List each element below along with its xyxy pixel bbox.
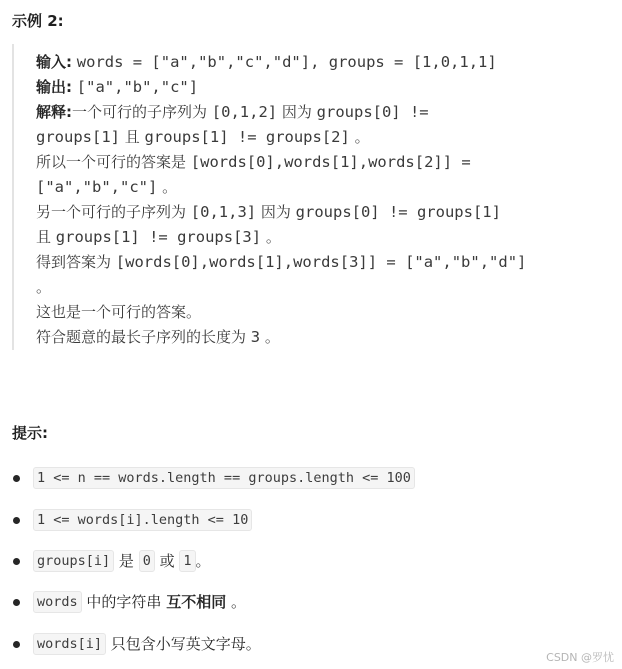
explain-text: 符合题意的最长子序列的长度为	[36, 328, 251, 346]
bullet-icon	[13, 558, 20, 565]
output-label: 输出:	[36, 78, 72, 96]
bullet-icon	[13, 475, 20, 482]
tip-text: 中的字符串	[81, 593, 167, 611]
emphasis-text: 互不相同	[166, 593, 227, 611]
tip-text: 。	[226, 593, 246, 611]
explain-text: 另一个可行的子序列为	[36, 203, 191, 221]
explain-text: 。	[349, 128, 370, 146]
tip-text: 只包含小写英文字母。	[106, 635, 261, 653]
inline-code: groups[0] !=	[316, 103, 429, 121]
tip-text: 。	[195, 552, 211, 570]
input-line	[36, 52, 497, 72]
watermark: CSDN @罗忧	[546, 651, 614, 664]
example-block	[12, 44, 614, 350]
input-label: 输入:	[36, 53, 72, 71]
explain-line-2	[36, 127, 370, 147]
explain-text: 。	[261, 228, 281, 246]
input-value: words = ["a","b","c","d"], groups = [1,0,1,1]	[76, 53, 497, 71]
inline-code: words	[33, 591, 82, 613]
tips-heading: 提示:	[12, 424, 48, 442]
explain-line-10	[36, 327, 280, 347]
bullet-icon	[13, 641, 20, 648]
tip-item-3	[33, 550, 211, 572]
inline-code: 1	[179, 550, 195, 572]
tip-item-1	[33, 467, 415, 489]
explain-text: 。	[36, 278, 52, 296]
explain-line-3	[36, 152, 471, 172]
explain-line-5	[36, 202, 501, 222]
output-line	[36, 77, 198, 97]
inline-code: words[i]	[33, 633, 106, 655]
inline-code: [words[0],words[1],words[2]] =	[190, 153, 471, 171]
inline-code: [words[0],words[1],words[3]] = ["a","b","d"]	[115, 253, 527, 271]
inline-code: groups[1] != groups[3]	[55, 228, 262, 246]
tip-item-2	[33, 509, 252, 531]
inline-code: groups[1]	[36, 128, 120, 146]
explain-text: 所以一个可行的答案是	[36, 153, 191, 171]
explain-line-1	[36, 102, 429, 122]
output-value: ["a","b","c"]	[76, 78, 199, 96]
explain-text: 这也是一个可行的答案。	[36, 303, 202, 321]
tip-item-5	[33, 633, 261, 655]
explain-line-4	[36, 177, 177, 197]
explain-text: 得到答案为	[36, 253, 116, 271]
inline-code: groups[0] != groups[1]	[295, 203, 501, 221]
explain-text: 。	[157, 178, 178, 196]
inline-code: [0,1,2]	[211, 103, 278, 121]
example-heading: 示例 2:	[12, 12, 64, 30]
inline-code: 1 <= words[i].length <= 10	[33, 509, 252, 531]
tip-text: 是	[114, 552, 139, 570]
explain-line-6	[36, 227, 281, 247]
explain-line-7	[36, 252, 526, 272]
explain-text: 且	[36, 228, 56, 246]
explain-text: 因为	[256, 203, 296, 221]
inline-code: groups[1] != groups[2]	[144, 128, 350, 146]
inline-code: [0,1,3]	[190, 203, 257, 221]
explain-text: 。	[260, 328, 280, 346]
inline-code: groups[i]	[33, 550, 114, 572]
bullet-icon	[13, 517, 20, 524]
tip-text: 或	[154, 552, 180, 570]
explain-text: 且	[120, 128, 145, 146]
tip-item-4	[33, 591, 246, 613]
explain-line-8	[36, 277, 51, 297]
inline-code: 0	[139, 550, 155, 572]
explain-label: 解释:	[36, 103, 72, 121]
inline-code: 3	[250, 328, 261, 346]
inline-code: 1 <= n == words.length == groups.length <= 100	[33, 467, 415, 489]
inline-code: ["a","b","c"]	[36, 178, 158, 196]
bullet-icon	[13, 599, 20, 606]
explain-text: 一个可行的子序列为	[72, 103, 212, 121]
explain-line-9	[36, 302, 201, 322]
explain-text: 因为	[277, 103, 317, 121]
